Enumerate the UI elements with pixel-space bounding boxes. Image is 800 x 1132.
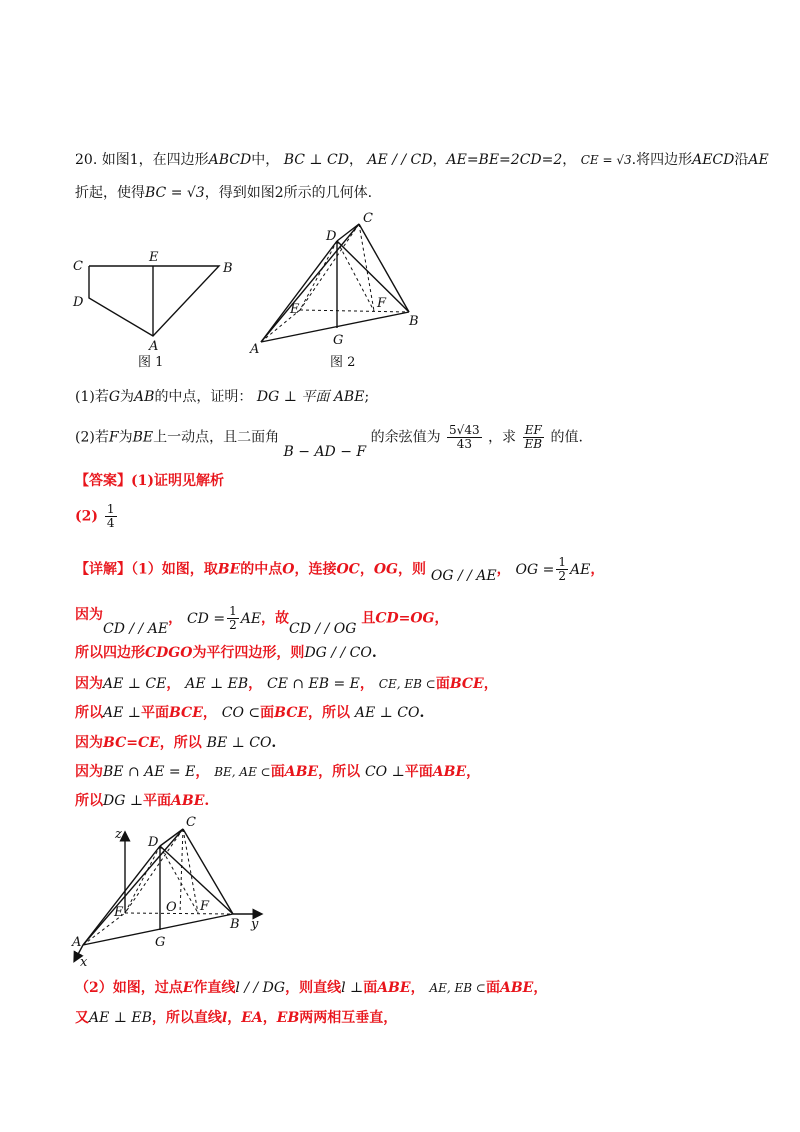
solution-line-5 <box>75 703 424 723</box>
fig2-label-A: A <box>250 342 260 357</box>
fig2-label-F: F <box>377 296 387 311</box>
fraction-den: 2 <box>229 618 237 632</box>
punct: ， <box>248 676 263 692</box>
sol-text: （2）如图，过点 <box>75 980 183 996</box>
sol-text: 所以四边形 <box>75 645 145 661</box>
math-expr: B − AD − F <box>283 443 367 460</box>
fig3-label-A: A <box>72 935 82 950</box>
math-expr: l / / DG <box>235 980 286 996</box>
fraction-num: EF <box>523 424 545 438</box>
fraction-den: 4 <box>106 516 115 530</box>
fig1-label-C: C <box>73 259 83 274</box>
math-expr: BC = √3 <box>145 185 205 201</box>
math-expr <box>515 555 591 583</box>
fig2-label-E: E <box>290 302 300 317</box>
punct: . <box>371 645 377 661</box>
punct: ， <box>227 1010 242 1026</box>
fraction-den: 43 <box>456 437 472 451</box>
fraction-num: 1 <box>229 604 237 618</box>
math-expr: AE ⊥ EB <box>89 1010 152 1026</box>
punct: . <box>271 735 277 751</box>
math-expr: CO ⊂ <box>221 705 261 721</box>
sol-text: 面 <box>260 705 275 721</box>
punct: ， <box>359 561 374 578</box>
punct: ， <box>466 764 481 780</box>
math-expr: CD / / OG <box>289 620 357 637</box>
math-var: ABCD <box>208 152 252 168</box>
problem-text: .将四边形 <box>631 152 693 168</box>
math-expr: BE, AE ⊂ <box>214 765 271 779</box>
math-var: EB <box>276 1010 300 1026</box>
fig3-label-y: y <box>251 917 259 932</box>
punct: ， <box>262 1010 277 1026</box>
math-expr: DG / / CO <box>304 645 372 661</box>
sol-text: ，故 <box>261 610 290 627</box>
punct: ， <box>434 610 449 627</box>
punct: ， <box>359 676 374 692</box>
math-expr <box>186 604 262 632</box>
sol-text: ，所以 <box>308 705 351 721</box>
sol-text: 平面 <box>140 705 169 721</box>
solution-line-1 <box>75 556 604 583</box>
math-expr: CD=OG <box>375 610 435 627</box>
math-var: BE <box>132 429 154 446</box>
math-expr: AE ⊥ CO <box>354 705 420 721</box>
math-expr: DG ⊥ 平面 ABE <box>256 389 365 405</box>
math-expr: BE ⊥ CO <box>206 735 272 751</box>
punct: ， <box>348 152 363 168</box>
fraction-num: 1 <box>558 555 566 569</box>
figures-1-2 <box>0 200 800 370</box>
math-var: AE <box>748 152 769 168</box>
fraction <box>105 503 117 530</box>
punct: ， <box>195 764 210 780</box>
punct: ， <box>562 152 577 168</box>
math-expr: CD / / AE <box>103 620 169 637</box>
math-expr: l ⊥ <box>341 980 364 996</box>
math-var: OC <box>336 561 360 578</box>
fraction <box>523 424 545 451</box>
fraction-num: 5√43 <box>449 423 480 437</box>
problem-text: 折起，使得 <box>75 185 145 201</box>
math-expr: AE=BE=2CD=2 <box>446 152 563 168</box>
fig3-label-B: B <box>230 917 240 932</box>
sol-text: 面 <box>485 980 500 996</box>
solution-line-2-body <box>75 604 449 637</box>
figure-1 <box>89 266 219 336</box>
sol-text: 面 <box>435 676 450 692</box>
answer-text: (1)证明见解析 <box>131 473 224 489</box>
fraction <box>556 556 568 583</box>
sol-text: ，所以 <box>159 735 202 751</box>
math-var: F <box>108 429 119 446</box>
sol-text: 又 <box>75 1010 89 1026</box>
sol-text: ，连接 <box>294 561 337 578</box>
q-text: 的中点，证明： <box>154 389 253 405</box>
punct: ， <box>202 705 217 721</box>
math-expr: OG = <box>515 561 555 578</box>
math-var: OG <box>373 561 398 578</box>
punct: ; <box>364 389 370 405</box>
math-var: ABE <box>432 764 467 780</box>
sol-text: 所以 <box>75 793 103 809</box>
math-var: ABE <box>284 764 319 780</box>
math-var: BCE <box>274 705 309 721</box>
fig3-label-O: O <box>166 900 177 915</box>
math-var: BE <box>217 561 241 578</box>
math-expr: AE <box>240 610 262 627</box>
math-expr: CE ∩ EB = E <box>266 676 360 692</box>
answer-line-2 <box>75 503 119 530</box>
sol-text: ，所以 <box>318 764 361 780</box>
math-expr: BC=CE <box>103 735 160 751</box>
math-expr: CD = <box>186 610 226 627</box>
sol-text: 平面 <box>404 764 433 780</box>
fraction <box>227 605 239 632</box>
sol-text: 因为 <box>75 607 103 623</box>
problem-text: 中， <box>251 152 280 168</box>
math-expr: AE <box>569 561 591 578</box>
solution-line-6 <box>75 733 276 753</box>
math-expr: DG ⊥ <box>103 793 144 809</box>
math-var: ABE <box>499 980 534 996</box>
figure-3 <box>0 815 300 975</box>
sol-text: 平面 <box>143 793 172 809</box>
fig2-label-C: C <box>363 211 373 226</box>
fig1-label-B: B <box>223 261 233 276</box>
problem-number: 20. <box>75 152 98 168</box>
sol-text: ，所以直线 <box>151 1010 222 1026</box>
fig2-label-B: B <box>409 314 419 329</box>
fraction <box>447 424 482 451</box>
math-var: l <box>221 1010 228 1026</box>
math-var: O <box>282 561 295 578</box>
q-text: 的值. <box>550 429 583 446</box>
math-expr: CE = √3 <box>580 153 632 167</box>
math-expr: AE ⊥ CE <box>103 676 167 692</box>
punct: ， <box>483 676 498 692</box>
punct: ， <box>166 676 181 692</box>
fraction-num: 1 <box>106 502 115 516</box>
punct: ， <box>496 561 511 578</box>
solution-line-7 <box>75 762 480 782</box>
answer-line-1 <box>75 471 224 491</box>
sol-text: 作直线 <box>193 980 236 996</box>
solution-line-8 <box>75 791 209 811</box>
punct: ， <box>168 610 183 627</box>
fig2-caption: 图 2 <box>330 355 356 370</box>
sol-text: 面 <box>270 764 285 780</box>
sol-text: 面 <box>363 980 378 996</box>
sol-text: 为平行四边形，则 <box>192 645 305 661</box>
math-expr: OG / / AE <box>430 567 497 584</box>
solution-line-10 <box>75 1008 397 1028</box>
sol-text: ，则直线 <box>285 980 342 996</box>
math-var: G <box>108 389 121 405</box>
fig1-caption: 图 1 <box>138 355 164 370</box>
q-text: 上一动点，且二面角 <box>153 429 280 446</box>
fraction-den: 2 <box>558 569 566 583</box>
q-text: 的余弦值为 <box>370 429 441 446</box>
q-text: 为 <box>120 389 135 405</box>
math-var: ABE <box>377 980 411 996</box>
problem-line-1 <box>75 150 769 170</box>
solution-line-4 <box>75 674 498 694</box>
punct: . <box>204 793 210 809</box>
sol-text: 因为 <box>75 676 103 692</box>
problem-text: 沿 <box>734 152 749 168</box>
math-expr: CO ⊥ <box>364 764 405 780</box>
problem-text: 如图1，在四边形 <box>101 152 209 168</box>
sol-text: 因为 <box>75 764 103 780</box>
q-text: ，求 <box>488 429 517 446</box>
math-var: EA <box>241 1010 263 1026</box>
q-text: (1)若 <box>75 389 109 405</box>
fig3-label-x: x <box>80 955 88 970</box>
fig1-label-E: E <box>149 250 159 265</box>
fig3-label-F: F <box>200 899 210 914</box>
question-1 <box>75 387 369 407</box>
solution-line-3 <box>75 643 377 663</box>
punct: ， <box>410 980 425 996</box>
fig2-label-G: G <box>333 333 344 348</box>
math-var: E <box>182 980 194 996</box>
fig3-label-E: E <box>114 905 124 920</box>
punct: ， <box>432 152 447 168</box>
punct: . <box>419 705 425 721</box>
math-expr: AE ⊥ EB <box>185 676 249 692</box>
punct: ， <box>590 561 605 578</box>
sol-text: （1）如图，取 <box>131 561 218 578</box>
math-expr: AE / / CD <box>367 152 433 168</box>
fig3-label-z: z <box>115 827 122 842</box>
fig2-label-D: D <box>326 229 337 244</box>
q-text: 为 <box>118 429 133 446</box>
math-expr: AE ⊥ <box>103 705 141 721</box>
math-var: CDGO <box>145 645 193 661</box>
fig3-label-D: D <box>148 835 159 850</box>
fig3-label-G: G <box>155 935 166 950</box>
figure-3-solid <box>76 829 258 958</box>
problem-text: ，得到如图2所示的几何体. <box>204 185 373 201</box>
fig1-label-A: A <box>149 339 159 354</box>
q-text: (2)若 <box>75 429 109 446</box>
math-var: AECD <box>692 152 735 168</box>
fig1-label-D: D <box>73 295 84 310</box>
sol-text: 且 <box>361 610 376 627</box>
sol-text: 两两相互垂直， <box>299 1010 398 1026</box>
punct: ， <box>533 980 548 996</box>
sol-text: ，则 <box>397 561 426 578</box>
sol-text: 所以 <box>75 705 103 721</box>
sol-text: 的中点 <box>240 561 283 578</box>
math-expr: BE ∩ AE = E <box>103 764 196 780</box>
solution-label: 【详解】 <box>75 561 131 578</box>
math-var: ABE <box>171 793 205 809</box>
answer-text: (2) <box>75 508 98 525</box>
math-var: BCE <box>168 705 203 721</box>
fig3-label-C: C <box>186 815 196 830</box>
math-expr: BC ⊥ CD <box>283 152 349 168</box>
math-expr: CE, EB ⊂ <box>378 677 436 691</box>
question-2 <box>75 423 583 460</box>
math-var: BCE <box>449 676 484 692</box>
fraction-den: EB <box>524 437 543 451</box>
math-expr: AE, EB ⊂ <box>429 981 486 995</box>
math-var: AB <box>134 389 155 405</box>
sol-text: 因为 <box>75 735 103 751</box>
answer-label: 【答案】 <box>75 473 131 489</box>
solution-line-9 <box>75 978 547 998</box>
